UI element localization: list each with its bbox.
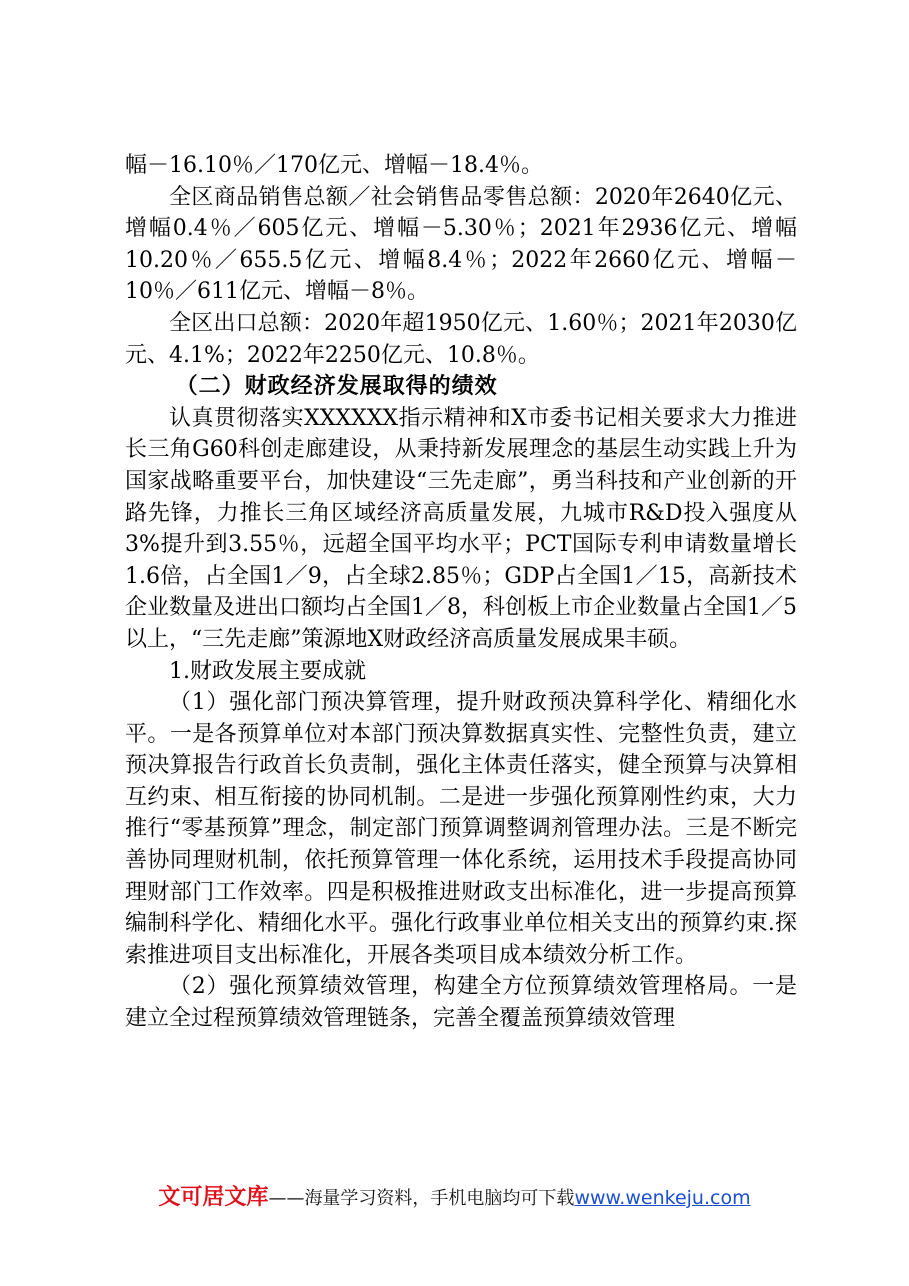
paragraph-budget-management: （1）强化部门预决算管理，提升财政预决算科学化、精细化水平。一是各预算单位对本部门预决算数据真实性、完整性负责，建立预决算报告行政首长负责制，强化主体责任落实，健全预算与决算相互约束、相互衔接的协同机制。二是进一步强化预算刚性约束，大力推行“零基预算”理念，制定部门预算调整调剂管理办法。三是不断完善协同理财机制，依托预算管理一体化系统，运用技术手段提高协同理财部门工作效率。四是积极推进财政支出标准化，进一步提高预算编制科学化、精细化水平。强化行政事业单位相关支出的预算约束.探索推进项目支出标准化，开展各类项目成本绩效分析工作。 [125, 690, 797, 968]
section-heading: （二）财政经济发展取得的绩效 [175, 373, 498, 400]
footer-banner [0, 1180, 909, 1211]
document-body [125, 150, 797, 1035]
paragraph-continuation: 幅－16.10％／170亿元、增幅－18.4％。 [125, 153, 543, 178]
subheading-achievements: 1.财政发展主要成就 [169, 658, 366, 684]
footer-brand: 文可居文库 [158, 1185, 269, 1210]
paragraph-performance-management: （2）强化预算绩效管理，构建全方位预算绩效管理格局。一是建立全过程预算绩效管理链条，完善全覆盖预算绩效管理 [125, 974, 797, 1032]
paragraph-g60-corridor: 认真贯彻落实XXXXXX指示精神和X市委书记相关要求大力推进长三角G60科创走廊建设，从秉持新发展理念的基层生动实践上升为国家战略重要平台，加快建设“三先走廊”，勇当科技和产业创新的开路先锋，力推长三角区域经济高质量发展，九城市R&D投入强度从3%提升到3.55％，远超全国平均水平；PCT国际专利申请数量增长1.6倍，占全国1／9，占全球2.85％；GDP占全国1／15，高新技术企业数量及进出口额均占全国1／8，科创板上市企业数量占全国1／5以上，“三先走廊”策源地X财政经济高质量发展成果丰硕。 [125, 405, 797, 652]
paragraph-exports: 全区出口总额：2020年超1950亿元、1.60％；2021年2030亿元、4.1%；2022年2250亿元、10.8％。 [125, 310, 797, 368]
paragraph-retail-sales: 全区商品销售总额／社会销售品零售总额：2020年2640亿元、增幅0.4％／605亿元、增幅－5.30％；2021年2936亿元、增幅10.20％／655.5亿元、增幅8.4％；2022年2660亿元、增幅－10％／611亿元、增幅－8％。 [125, 184, 797, 305]
footer-slogan: ——海量学习资料，手机电脑均可下载 [268, 1188, 575, 1209]
footer-site-link[interactable]: www.wenkeju.com [574, 1187, 751, 1209]
